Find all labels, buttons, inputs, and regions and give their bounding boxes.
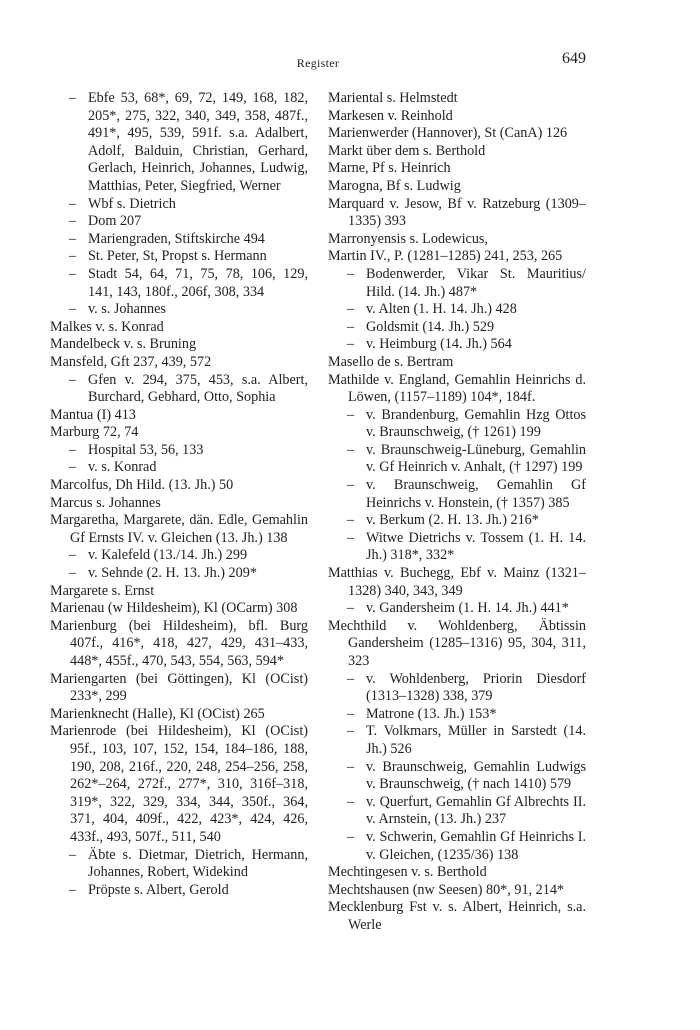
index-entry — [328, 108, 586, 126]
index-entry — [328, 372, 586, 407]
entry-text: v. Braunschweig-Lüneburg, Gemahlin v. Gf Heinrich v. Anhalt, († 1297) 199 — [366, 441, 586, 476]
index-subentry — [50, 442, 308, 460]
index-subentry — [50, 847, 308, 882]
entry-text: Dom 207 — [88, 213, 142, 230]
index-subentry — [328, 512, 586, 530]
index-entry — [328, 899, 586, 934]
subentry-dash: – — [347, 600, 355, 617]
subentry-dash: – — [69, 565, 77, 582]
entry-text: Mariengraden, Stiftskirche 494 — [88, 230, 265, 247]
entry-text: Margarete s. Ernst — [50, 582, 155, 599]
index-entry — [328, 178, 586, 196]
entry-text: v. Schwerin, Gemahlin Gf Heinrichs I. v. Gleichen, (1235/36) 138 — [366, 828, 586, 863]
entry-text: Gfen v. 294, 375, 453, s.a. Albert, Burchard, Gebhard, Otto, Sophia — [88, 371, 308, 406]
index-entry — [50, 407, 308, 425]
index-subentry — [50, 90, 308, 196]
index-entry — [50, 618, 308, 671]
page-number: 649 — [562, 50, 586, 67]
entry-text: v. Braunschweig, Gemahlin Gf Heinrichs v. Honstein, († 1357) 385 — [366, 477, 586, 511]
index-subentry — [328, 706, 586, 724]
index-subentry — [50, 882, 308, 900]
entry-text: v. Querfurt, Gemahlin Gf Albrechts II. v. Arnstein, (13. Jh.) 237 — [366, 793, 586, 828]
index-subentry — [328, 477, 586, 512]
entry-text: Marienau (w Hildesheim), Kl (OCarm) 308 — [50, 600, 298, 617]
entry-text: v. Sehnde (2. H. 13. Jh.) 209* — [88, 565, 257, 582]
entry-text: v. Kalefeld (13./14. Jh.) 299 — [88, 547, 248, 564]
subentry-dash: – — [347, 758, 355, 775]
subentry-dash: – — [69, 248, 77, 265]
subentry-dash: – — [347, 670, 355, 687]
entry-text: Äbte s. Dietmar, Dietrich, Hermann, Johannes, Robert, Widekind — [88, 846, 308, 881]
entry-text: Masello de s. Bertram — [328, 353, 454, 370]
index-subentry — [50, 459, 308, 477]
entry-text: Matthias v. Buchegg, Ebf v. Mainz (1321–1328) 340, 343, 349 — [328, 565, 586, 599]
index-subentry — [50, 213, 308, 231]
entry-text: Mansfeld, Gft 237, 439, 572 — [50, 353, 212, 370]
entry-text: Marne, Pf s. Heinrich — [328, 160, 451, 177]
entry-text: Marienknecht (Halle), Kl (OCist) 265 — [50, 705, 265, 722]
entry-text: v. Wohldenberg, Priorin Diesdorf (1313–1328) 338, 379 — [366, 670, 586, 705]
index-entry — [328, 196, 586, 231]
index-subentry — [328, 407, 586, 442]
subentry-dash: – — [69, 195, 77, 212]
index-subentry — [328, 336, 586, 354]
subentry-dash: – — [69, 90, 77, 106]
index-entry — [328, 882, 586, 900]
entry-text: Wbf s. Dietrich — [88, 195, 176, 212]
entry-text: v. s. Konrad — [88, 459, 157, 476]
entry-text: Pröpste s. Albert, Gerold — [88, 881, 229, 898]
entry-text: Witwe Dietrichs v. Tossem (1. H. 14. Jh.) 318*, 332* — [366, 529, 586, 564]
index-entry — [50, 512, 308, 547]
subentry-dash: – — [347, 793, 355, 810]
entry-text: Mandelbeck v. s. Bruning — [50, 336, 197, 353]
subentry-dash: – — [69, 846, 77, 863]
index-entry — [50, 477, 308, 495]
entry-text: Marienwerder (Hannover), St (CanA) 126 — [328, 125, 568, 142]
entry-text: Goldsmit (14. Jh.) 529 — [366, 318, 495, 335]
index-entry — [328, 90, 586, 108]
entry-text: Mathilde v. England, Gemahlin Heinrichs d. Löwen, (1157–1189) 104*, 184f. — [328, 371, 586, 406]
index-subentry — [328, 600, 586, 618]
entry-text: Mechthild v. Wohldenberg, Äbtissin Gandersheim (1285–1316) 95, 304, 311, 323 — [328, 617, 586, 669]
entry-text: Markt über dem s. Berthold — [328, 142, 486, 159]
entry-text: Mecklenburg Fst v. s. Albert, Heinrich, s.a. Werle — [328, 899, 586, 933]
index-entry — [50, 723, 308, 846]
entry-text: Marienrode (bei Hildesheim), Kl (OCist) 95f., 103, 107, 152, 154, 184–186, 188, 190, 208, 216f., 220, 248, 254–256, 258, 262*–264, 272f., 277*, 310, 316f–318, 319*, 322, 329, 334, 344, 350f., 364, 371, 404, 409f., 422, 423*, 424, 426, 433f., 493, 507f., 511, 540 — [50, 723, 308, 845]
entry-text: Mechtingesen v. s. Berthold — [328, 864, 487, 881]
index-entry — [328, 231, 586, 249]
index-subentry — [328, 671, 586, 706]
index-subentry — [328, 530, 586, 565]
entry-text: Markesen v. Reinhold — [328, 107, 453, 124]
subentry-dash: – — [69, 459, 77, 476]
entry-text: Marronyensis s. Lodewicus, — [328, 230, 488, 247]
index-column-left — [50, 90, 308, 899]
index-entry — [328, 354, 586, 372]
subentry-dash: – — [347, 705, 355, 722]
index-entry — [328, 248, 586, 266]
index-entry — [50, 495, 308, 513]
subentry-dash: – — [347, 301, 355, 318]
entry-text: Stadt 54, 64, 71, 75, 78, 106, 129, 141, 143, 180f., 206f, 308, 334 — [88, 265, 308, 300]
index-subentry — [328, 829, 586, 864]
entry-text: v. Braunschweig, Gemahlin Ludwigs v. Braunschweig, († nach 1410) 579 — [366, 758, 586, 793]
entry-text: Martin IV., P. (1281–1285) 241, 253, 265 — [328, 248, 563, 265]
subentry-dash: – — [347, 441, 355, 458]
index-entry — [50, 319, 308, 337]
index-entry — [50, 583, 308, 601]
index-entry — [328, 125, 586, 143]
entry-text: Malkes v. s. Konrad — [50, 318, 164, 335]
index-entry — [328, 565, 586, 600]
entry-text: v. Alten (1. H. 14. Jh.) 428 — [366, 301, 517, 318]
entry-text: Mantua (I) 413 — [50, 406, 136, 423]
index-entry — [328, 160, 586, 178]
entry-text: v. Berkum (2. H. 13. Jh.) 216* — [366, 512, 539, 529]
subentry-dash: – — [347, 265, 355, 282]
entry-text: Marienburg (bei Hildesheim), bfl. Burg 407f., 416*, 418, 427, 429, 431–433, 448*, 455f., 470, 543, 554, 563, 594* — [50, 617, 308, 669]
subentry-dash: – — [69, 441, 77, 458]
index-subentry — [50, 266, 308, 301]
entry-text: Mechtshausen (nw Seesen) 80*, 91, 214* — [328, 881, 565, 898]
subentry-dash: – — [69, 265, 77, 282]
entry-text: Marcolfus, Dh Hild. (13. Jh.) 50 — [50, 477, 234, 494]
index-subentry — [50, 196, 308, 214]
subentry-dash: – — [347, 828, 355, 845]
subentry-dash: – — [347, 318, 355, 335]
subentry-dash: – — [69, 301, 77, 318]
running-head: Register — [296, 56, 340, 70]
index-subentry — [328, 723, 586, 758]
entry-text: Ebfe 53, 68*, 69, 72, 149, 168, 182, 205*, 275, 322, 340, 349, 358, 487f., 491*, 495, 539, 591f. s.a. Adalbert, Adolf, Balduin, Christian, Gerhard, Gerlach, Heinrich, Johannes, Ludwig, Matthias, Peter, Siegfried, Werner — [88, 90, 308, 194]
entry-text: Marcus s. Johannes — [50, 494, 161, 511]
index-entry — [328, 143, 586, 161]
entry-text: Margaretha, Margarete, dän. Edle, Gemahlin Gf Ernsts IV. v. Gleichen (13. Jh.) 138 — [50, 512, 308, 546]
index-column-right — [328, 90, 586, 935]
entry-text: Hospital 53, 56, 133 — [88, 441, 204, 458]
subentry-dash: – — [69, 230, 77, 247]
index-entry — [328, 618, 586, 671]
index-subentry — [50, 301, 308, 319]
index-entry — [50, 336, 308, 354]
subentry-dash: – — [347, 477, 355, 494]
index-subentry — [50, 231, 308, 249]
index-entry — [50, 600, 308, 618]
index-entry — [328, 864, 586, 882]
index-subentry — [50, 372, 308, 407]
index-subentry — [50, 565, 308, 583]
entry-text: St. Peter, St, Propst s. Hermann — [88, 248, 267, 265]
entry-text: Marogna, Bf s. Ludwig — [328, 177, 461, 194]
subentry-dash: – — [347, 723, 355, 740]
subentry-dash: – — [69, 371, 77, 388]
subentry-dash: – — [347, 529, 355, 546]
index-entry — [50, 671, 308, 706]
index-subentry — [328, 442, 586, 477]
entry-text: Marburg 72, 74 — [50, 424, 139, 441]
entry-text: Mariengarten (bei Göttingen), Kl (OCist) 233*, 299 — [50, 670, 308, 705]
index-subentry — [328, 319, 586, 337]
entry-text: T. Volkmars, Müller in Sarstedt (14. Jh.) 526 — [366, 723, 586, 757]
index-subentry — [328, 794, 586, 829]
subentry-dash: – — [347, 406, 355, 423]
entry-text: v. s. Johannes — [88, 301, 166, 318]
entry-text: Marquard v. Jesow, Bf v. Ratzeburg (1309–1335) 393 — [328, 195, 586, 230]
index-subentry — [50, 248, 308, 266]
subentry-dash: – — [69, 547, 77, 564]
index-subentry — [328, 301, 586, 319]
index-subentry — [50, 547, 308, 565]
index-subentry — [328, 266, 586, 301]
index-entry — [50, 706, 308, 724]
subentry-dash: – — [347, 512, 355, 529]
index-entry — [50, 424, 308, 442]
entry-text: v. Gandersheim (1. H. 14. Jh.) 441* — [366, 600, 569, 617]
entry-text: Mariental s. Helmstedt — [328, 90, 458, 106]
subentry-dash: – — [69, 881, 77, 898]
subentry-dash: – — [347, 336, 355, 353]
entry-text: Matrone (13. Jh.) 153* — [366, 705, 497, 722]
index-entry — [50, 354, 308, 372]
entry-text: Bodenwerder, Vikar St. Mauritius/ Hild. (14. Jh.) 487* — [366, 265, 586, 300]
entry-text: v. Brandenburg, Gemahlin Hzg Ottos v. Braunschweig, († 1261) 199 — [366, 406, 586, 441]
subentry-dash: – — [69, 213, 77, 230]
page-header — [50, 50, 586, 72]
entry-text: v. Heimburg (14. Jh.) 564 — [366, 336, 512, 353]
index-subentry — [328, 759, 586, 794]
